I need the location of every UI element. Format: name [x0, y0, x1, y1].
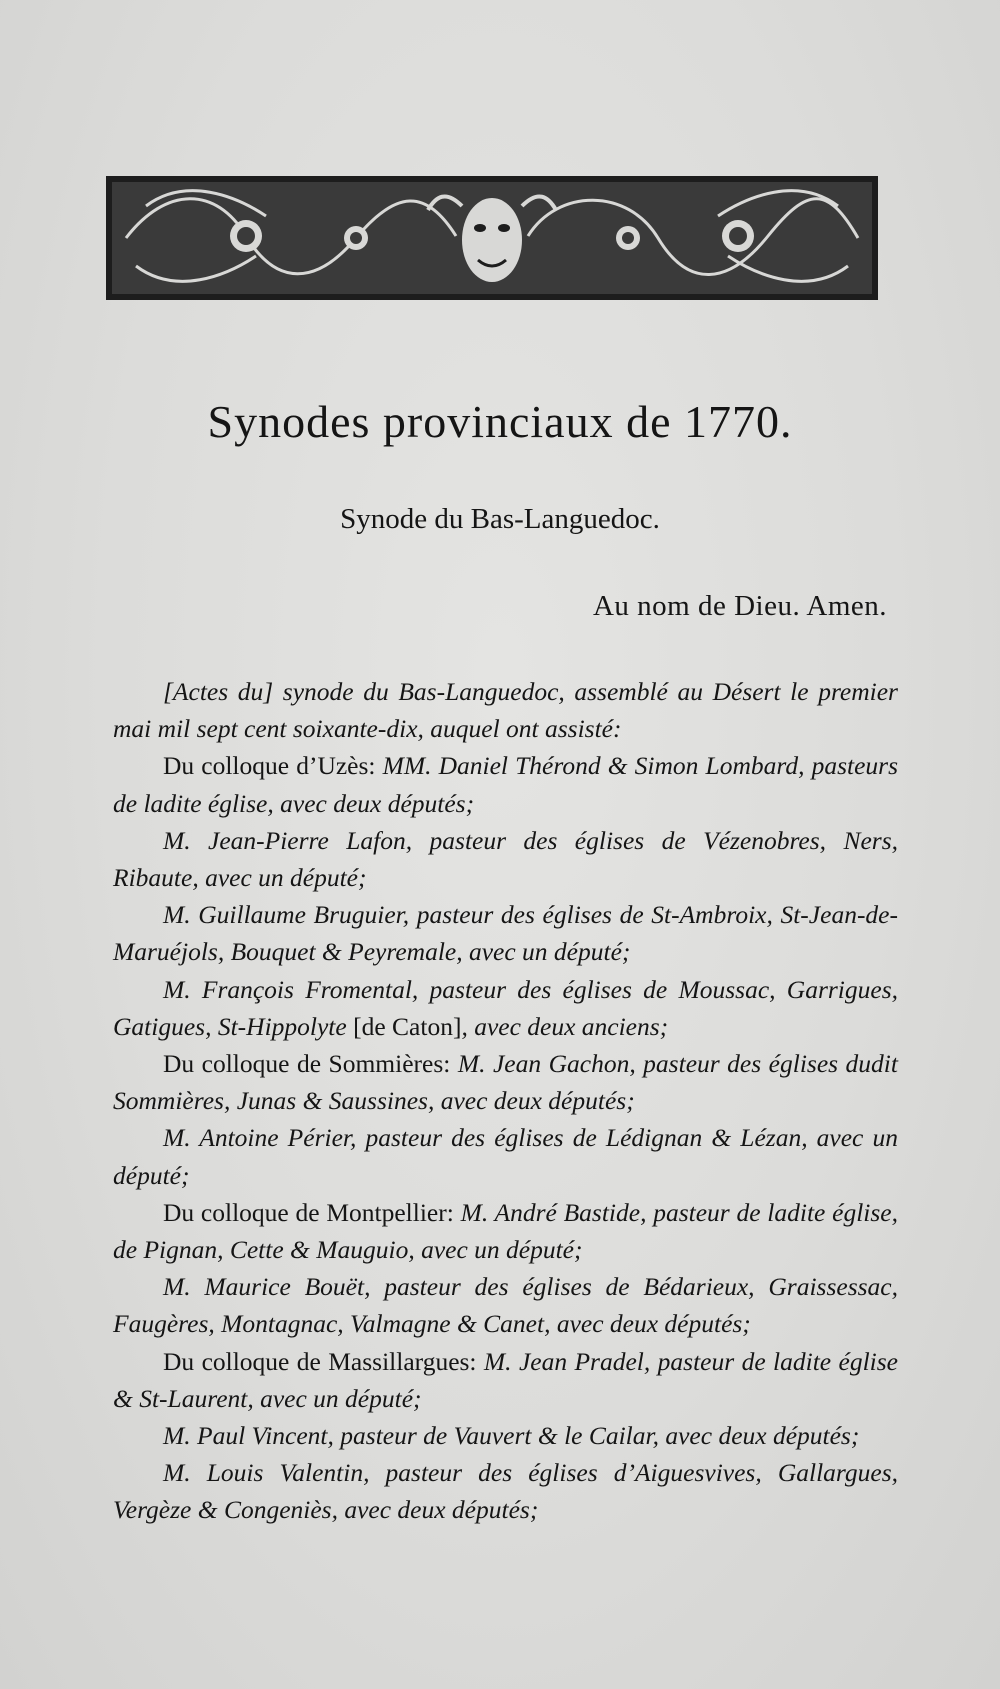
paragraph: [113, 1417, 898, 1454]
invocation-line: Au nom de Dieu. Amen.: [592, 590, 887, 622]
page-title: Synodes provinciaux de 1770.: [207, 396, 793, 447]
text-run: M. André Bastide, pasteur de ladite église, de Pignan, Cette & Mauguio, avec un député;: [113, 1197, 898, 1265]
paragraph: [113, 971, 898, 1045]
paragraph: [113, 896, 898, 970]
paragraph: [113, 1119, 898, 1193]
paragraph: [113, 1194, 898, 1268]
paragraph: [113, 1343, 898, 1417]
paragraph: [113, 673, 898, 747]
text-run: Du colloque de Massillargues:: [163, 1346, 484, 1376]
floral-headpiece-ornament-icon: [106, 176, 878, 300]
text-run: M. Antoine Périer, pasteur des églises de Lédignan & Lézan, avec un député;: [113, 1123, 898, 1190]
text-run: M. François Fromental, pasteur des églises de Moussac, Garrigues, Gatigues, St-Hippolyte: [113, 974, 898, 1041]
section-subtitle: Synode du Bas-Languedoc.: [340, 503, 660, 535]
text-run: MM. Daniel Thérond & Simon Lombard, pasteurs de ladite église, avec deux députés;: [113, 751, 898, 818]
text-run: M. Guillaume Bruguier, pasteur des églises de St-Ambroix, St-Jean-de-Maruéjols, Bouquet & Peyremale, avec un député;: [113, 900, 898, 967]
text-run: Du colloque de Sommières:: [163, 1049, 458, 1079]
paragraph: [113, 1268, 898, 1342]
text-run: [Actes du] synode du Bas-Languedoc, assemblé au Désert le premier mai mil sept cent soixante-dix, auquel ont assisté:: [113, 677, 898, 744]
body-text: [113, 673, 898, 1529]
text-run: M. Paul Vincent, pasteur de Vauvert & le Cailar, avec deux députés;: [163, 1421, 860, 1451]
text-run: M. Jean Pradel, pasteur de ladite église & St-Laurent, avec un député;: [113, 1346, 898, 1413]
text-run: M. Jean-Pierre Lafon, pasteur des églises de Vézenobres, Ners, Ribaute, avec un député;: [113, 825, 898, 893]
text-run: Du colloque de Montpellier:: [163, 1197, 461, 1227]
text-run: M. Jean Gachon, pasteur des églises dudit Sommières, Junas & Saussines, avec deux députés;: [113, 1049, 898, 1116]
text-run: [de Caton]: [353, 1011, 462, 1041]
text-run: , avec deux anciens;: [461, 1011, 669, 1041]
paragraph: [113, 1454, 898, 1528]
text-run: M. Maurice Bouët, pasteur des églises de Bédarieux, Graissessac, Faugères, Montagnac, Valmagne & Canet, avec deux députés;: [113, 1272, 898, 1339]
paragraph: [113, 822, 898, 896]
paragraph: [113, 747, 898, 821]
text-run: M. Louis Valentin, pasteur des églises d’Aiguesvives, Gallargues, Vergèze & Congeniès, avec deux députés;: [113, 1458, 898, 1525]
paragraph: [113, 1045, 898, 1119]
text-run: Du colloque d’Uzès:: [163, 751, 383, 781]
